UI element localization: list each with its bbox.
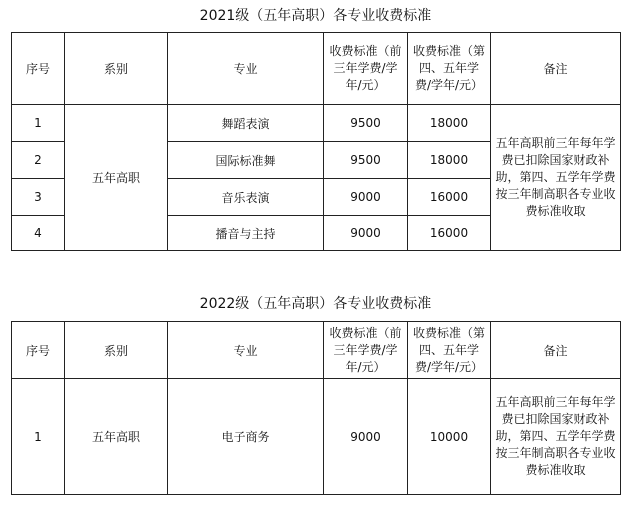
header-dept: 系别 — [65, 33, 168, 105]
row-seq: 4 — [12, 216, 65, 251]
table-header-row — [12, 322, 621, 379]
remark-cell: 五年高职前三年每年学费已扣除国家财政补助，第四、五学年学费按三年制高职各专业收费标准收取 — [491, 379, 621, 495]
row-seq: 3 — [12, 179, 65, 216]
dept-cell: 五年高职 — [65, 105, 168, 251]
header-fee-later: 收费标准（第四、五年学费/学年/元） — [408, 33, 491, 105]
row-fee-first: 9000 — [324, 216, 408, 251]
header-dept: 系别 — [65, 322, 168, 379]
header-fee-first: 收费标准（前三年学费/学年/元） — [324, 33, 408, 105]
row-fee-later: 16000 — [408, 216, 491, 251]
row-major: 国际标准舞 — [168, 142, 324, 179]
header-major: 专业 — [168, 322, 324, 379]
fee-table-2022 — [11, 321, 621, 495]
remark-cell: 五年高职前三年每年学费已扣除国家财政补助，第四、五学年学费按三年制高职各专业收费标准收取 — [491, 105, 621, 251]
row-seq: 1 — [12, 379, 65, 495]
header-fee-first: 收费标准（前三年学费/学年/元） — [324, 322, 408, 379]
fee-table-2021 — [11, 32, 621, 251]
row-fee-later: 18000 — [408, 142, 491, 179]
table-row — [12, 379, 621, 495]
row-seq: 2 — [12, 142, 65, 179]
row-fee-later: 10000 — [408, 379, 491, 495]
row-fee-first: 9000 — [324, 379, 408, 495]
table-row — [12, 105, 621, 142]
row-seq: 1 — [12, 105, 65, 142]
table-title-2022: 2022级（五年高职）各专业收费标准 — [199, 296, 432, 312]
row-fee-later: 18000 — [408, 105, 491, 142]
header-remark: 备注 — [491, 33, 621, 105]
row-fee-first: 9500 — [324, 105, 408, 142]
row-major: 音乐表演 — [168, 179, 324, 216]
row-major: 舞蹈表演 — [168, 105, 324, 142]
row-major: 播音与主持 — [168, 216, 324, 251]
row-fee-first: 9000 — [324, 179, 408, 216]
header-remark: 备注 — [491, 322, 621, 379]
dept-cell: 五年高职 — [65, 379, 168, 495]
header-seq: 序号 — [12, 322, 65, 379]
row-major: 电子商务 — [168, 379, 324, 495]
header-fee-later: 收费标准（第四、五年学费/学年/元） — [408, 322, 491, 379]
row-fee-first: 9500 — [324, 142, 408, 179]
table-title-2021: 2021级（五年高职）各专业收费标准 — [199, 8, 432, 24]
header-major: 专业 — [168, 33, 324, 105]
row-fee-later: 16000 — [408, 179, 491, 216]
header-seq: 序号 — [12, 33, 65, 105]
table-header-row — [12, 33, 621, 105]
